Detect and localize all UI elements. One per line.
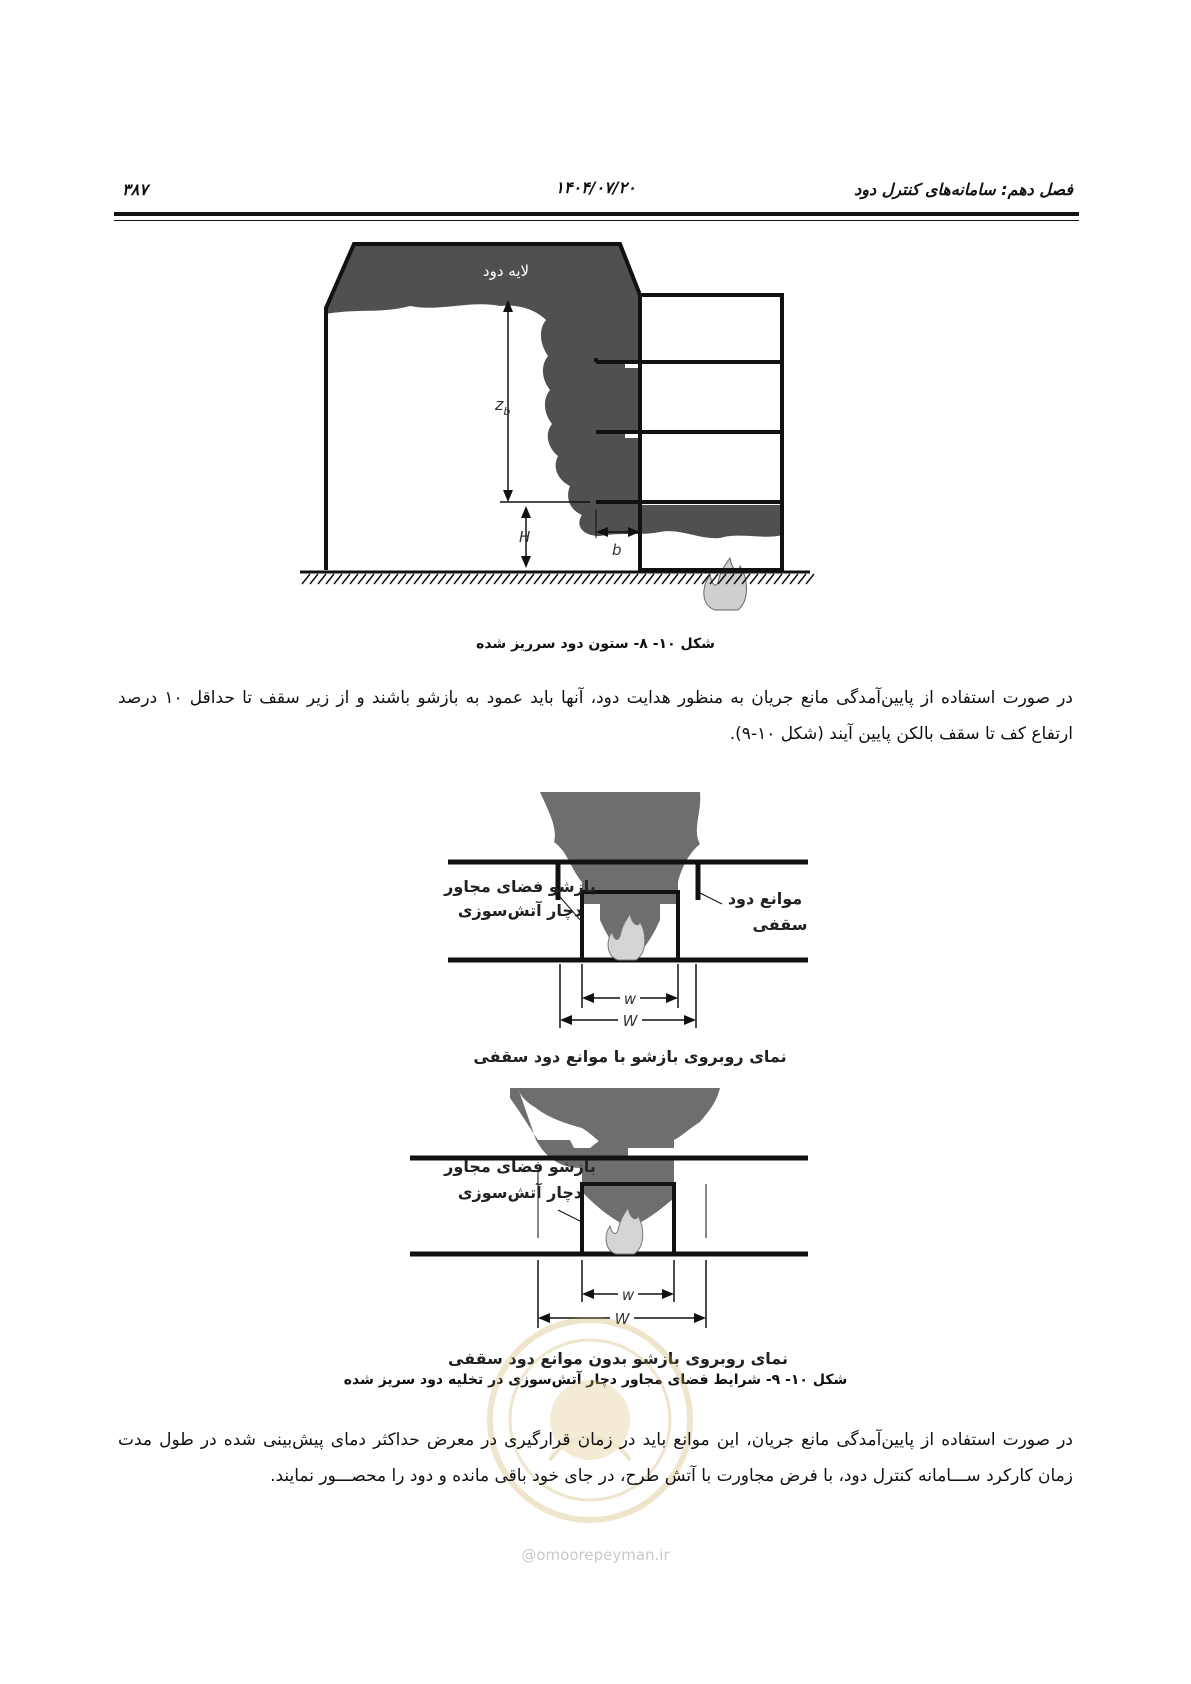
hatch-mark [406, 574, 414, 584]
figure1-caption: شکل ۱۰- ۸- ستون دود سرریز شده [476, 636, 715, 652]
barrier-label-line2: سقفی [752, 915, 808, 934]
hatch-mark [614, 574, 622, 584]
paragraph-2: در صورت استفاده از پایین‌آمدگی مانع جریان، این موانع باید در زمان قرارگیری در معرض حداکثر دمای پیش‌بینی شده در طول مدت زمان کارکرد ســـامانه کنترل دود، با فرض مجاورت با آتش طرح، در جای خود باقی مانده و دود را محصـــور نمایند. [118, 1430, 1073, 1486]
hatch-mark [774, 574, 782, 584]
hatch-mark [454, 574, 462, 584]
hatch-mark [678, 574, 686, 584]
header-date: ۱۴۰۴/۰۷/۲۰ [555, 178, 636, 197]
hatch-mark [438, 574, 446, 584]
hatch-mark [510, 574, 518, 584]
hatch-mark [350, 574, 358, 584]
w-small-label-top: w [623, 990, 637, 1008]
chapter-title: فصل دهم: سامانه‌های کنترل دود [854, 180, 1073, 199]
hatch-mark [806, 574, 814, 584]
hatch-mark [790, 574, 798, 584]
figure-smoke-plume-diagram [320, 240, 880, 640]
hatch-mark [486, 574, 494, 584]
subcaption-top: نمای روبروی بازشو با موانع دود سقفی [473, 1047, 787, 1066]
subcaption-bottom: نمای روبروی بازشو بدون موانع دود سقفی [447, 1349, 789, 1368]
figure2-caption: شکل ۱۰- ۹- شرایط فضای مجاور دچار آتش‌سوزی در تخلیه دود سریز شده [343, 1372, 848, 1388]
hatch-mark [494, 574, 502, 584]
w-large-label-top: W [622, 1012, 638, 1030]
hatch-mark [574, 574, 582, 584]
hatch-mark [518, 574, 526, 584]
watermark-text: @omoorepeyman.ir [521, 1546, 670, 1564]
figure-opening-with-barriers [360, 792, 840, 1072]
hatch-mark [478, 574, 486, 584]
hatch-mark [374, 574, 382, 584]
hatch-mark [750, 574, 758, 584]
hatch-mark [782, 574, 790, 584]
hatch-mark [654, 574, 662, 584]
hatch-mark [342, 574, 350, 584]
hatch-mark [542, 574, 550, 584]
hatch-mark [430, 574, 438, 584]
opening-label-top-line1: بازشو فضای مجاور [444, 877, 596, 896]
hatch-mark [366, 574, 374, 584]
b-label: b [612, 541, 622, 559]
hatch-mark [766, 574, 774, 584]
hatch-mark [582, 574, 590, 584]
hatch-mark [382, 574, 390, 584]
hatch-mark [638, 574, 646, 584]
hatch-mark [398, 574, 406, 584]
hatch-mark [758, 574, 766, 584]
opening-label-bottom-line1: بازشو فضای مجاور [444, 1157, 596, 1176]
header-rule-thick [114, 212, 1079, 216]
hatch-mark [590, 574, 598, 584]
hatch-mark [390, 574, 398, 584]
hatch-mark [686, 574, 694, 584]
opening-label-top-line2: دچار آتش‌سوزی [457, 901, 583, 920]
hatch-mark [302, 574, 310, 584]
h-label: H [519, 528, 531, 546]
hatch-mark [502, 574, 510, 584]
smoke-layer-shape [325, 244, 782, 538]
hatch-mark [526, 574, 534, 584]
watermark-seal-logo [480, 1310, 700, 1530]
barrier-label-line1: موانع دود [727, 889, 803, 908]
hatch-mark [598, 574, 606, 584]
hatch-mark [566, 574, 574, 584]
hatch-mark [694, 574, 702, 584]
hatch-mark [422, 574, 430, 584]
hatch-mark [310, 574, 318, 584]
paragraph-1: در صورت استفاده از پایین‌آمدگی مانع جریان به منظور هدایت دود، آنها باید عمود به بازشو باشند و از زیر سقف تا حداقل ۱۰ درصد ارتفاع کف تا سقف بالکن پایین آیند (شکل ۱۰-۹). [118, 688, 1073, 744]
hatch-mark [670, 574, 678, 584]
hatch-mark [550, 574, 558, 584]
hatch-mark [646, 574, 654, 584]
header-rule-thin [114, 220, 1079, 221]
hatch-mark [798, 574, 806, 584]
page-number: ۳۸۷ [122, 180, 148, 199]
zb-label: $z_b$ [495, 395, 511, 418]
opening-label-bottom-line2: دچار آتش‌سوزی [457, 1183, 583, 1202]
hatch-mark [558, 574, 566, 584]
hatch-mark [446, 574, 454, 584]
w-small-label-bottom: w [621, 1286, 635, 1304]
hatch-mark [606, 574, 614, 584]
hatch-mark [630, 574, 638, 584]
hatch-mark [326, 574, 334, 584]
hatch-mark [358, 574, 366, 584]
hatch-mark [334, 574, 342, 584]
hatch-mark [318, 574, 326, 584]
hatch-mark [534, 574, 542, 584]
smoke-layer-label: لایه دود [482, 262, 530, 280]
hatch-mark [470, 574, 478, 584]
hatch-mark [462, 574, 470, 584]
hatch-mark [662, 574, 670, 584]
hatch-mark [622, 574, 630, 584]
w-large-label-bottom: W [614, 1310, 630, 1328]
hatch-mark [414, 574, 422, 584]
